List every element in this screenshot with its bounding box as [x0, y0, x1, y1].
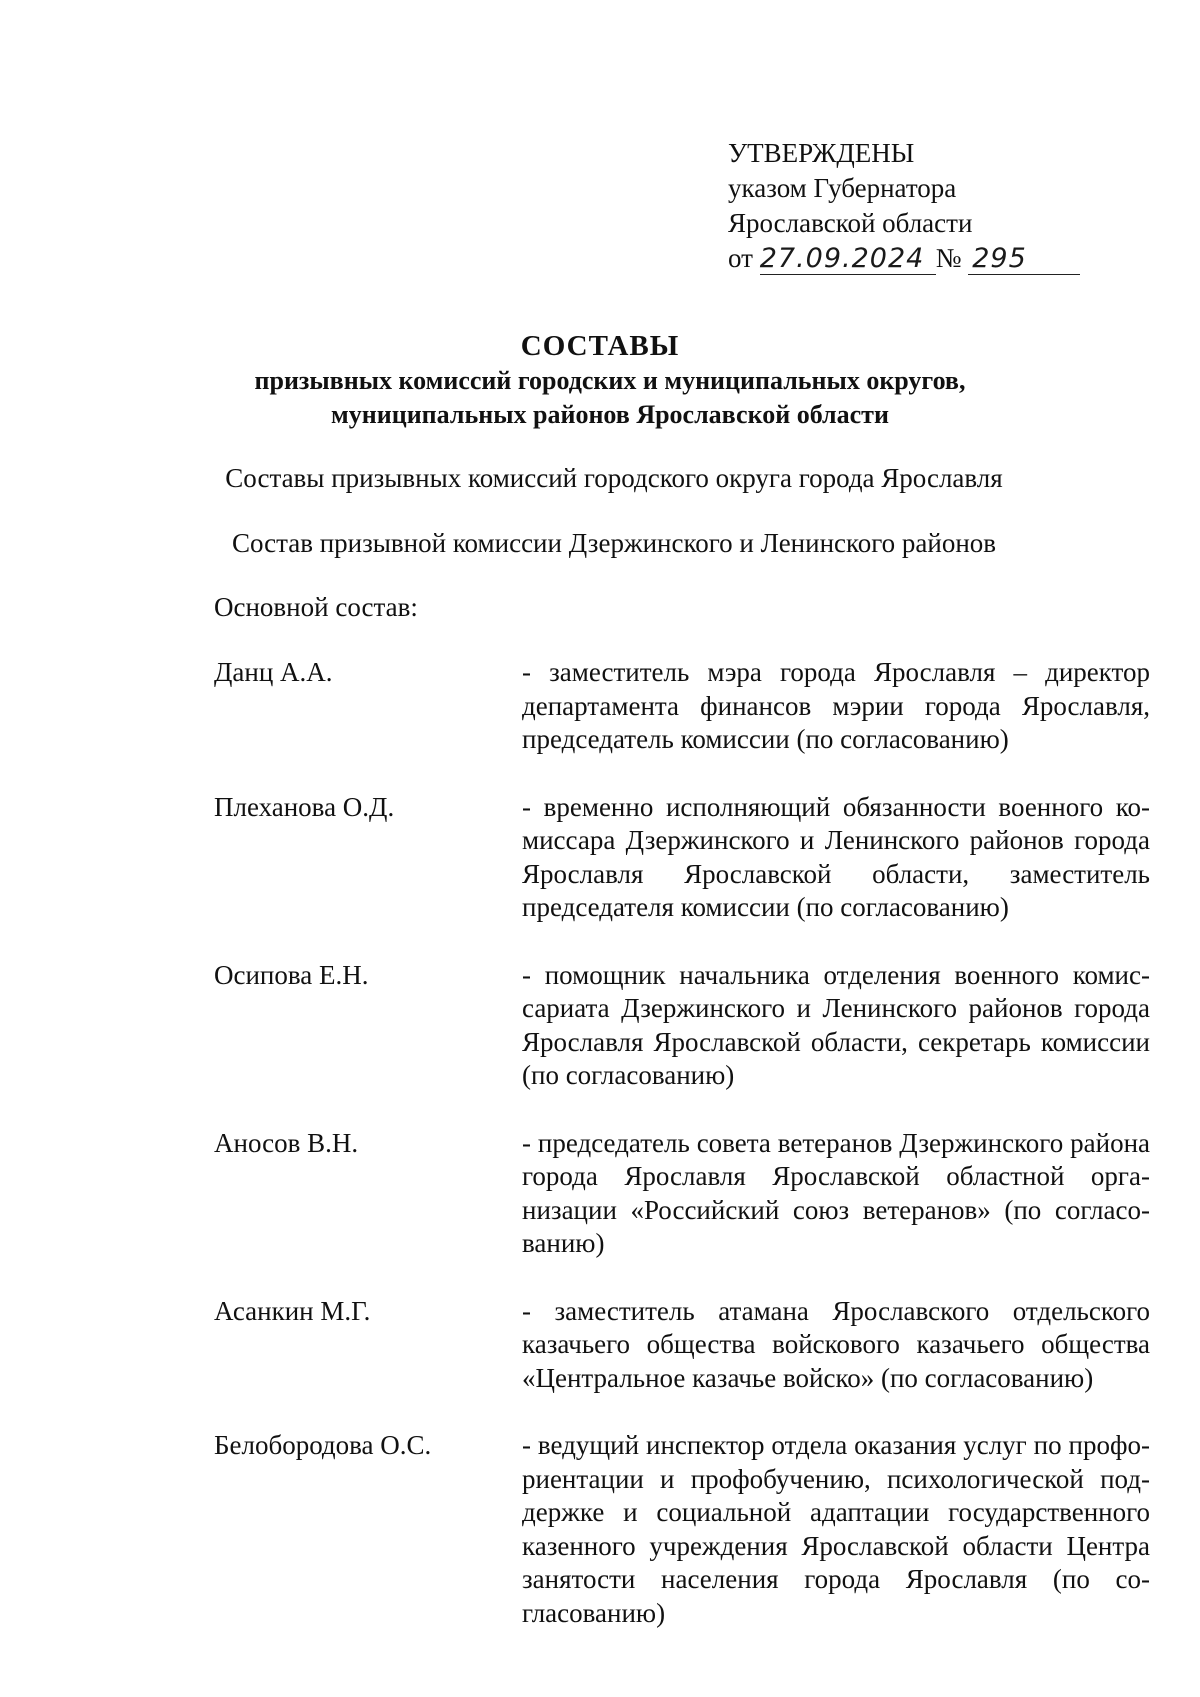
member-role: - ведущий инспектор отдела оказания услуг по профориентации и профобучению, психологической поддержке и социальной адаптации государственного казенного учреждения Ярославской области Центра занятости населения города Ярославля (по согласованию) [522, 1430, 1150, 1628]
member-name: Осипова Е.Н. [214, 959, 369, 990]
member-role: - заместитель мэра города Ярославля – директор департамента финансов мэрии города Ярославля, председатель комиссии (по согласованию) [522, 657, 1150, 754]
member-row [214, 1429, 1150, 1630]
section-heading: Составы призывных комиссий городского округа города Ярославля [225, 463, 1003, 493]
member-row [214, 791, 1150, 925]
commission-heading: Состав призывной комиссии Дзержинского и Ленинского районов [231, 528, 997, 558]
approval-title: УТВЕРЖДЕНЫ [728, 138, 915, 168]
document-subtitle-line1: призывных комиссий городских и муниципальных округов, [254, 366, 966, 395]
document-title: СОСТАВЫ [520, 330, 680, 362]
member-row [214, 1127, 1150, 1261]
approval-region: Ярославской области [728, 208, 973, 238]
member-row [214, 959, 1150, 1093]
document-title-block [0, 328, 1200, 432]
approval-decree: указом Губернатора [728, 173, 957, 203]
approval-number: 295 [972, 243, 1027, 274]
member-role: - заместитель атамана Ярославского отдельского казачьего общества войскового казачьего общества «Центральное казачье войско» (по согласованию) [522, 1295, 1150, 1393]
approval-stamp [728, 136, 1068, 276]
members-list [214, 656, 1150, 1664]
member-role: - временно исполняющий обязанности военного комиссара Дзержинского и Ленинского районов города Ярославля Ярославской области, заместитель председателя комиссии (по согласованию) [522, 791, 1150, 922]
member-name: Асанкин М.Г. [214, 1295, 371, 1326]
member-name: Данц А.А. [214, 657, 333, 687]
member-row [214, 656, 1150, 757]
document-subtitle-line2: муниципальных районов Ярославской области [331, 400, 889, 429]
approval-from-label: от [728, 243, 753, 273]
approval-date-field [760, 243, 936, 275]
composition-label: Основной состав: [214, 592, 418, 622]
approval-number-field [968, 243, 1080, 275]
member-name: Плеханова О.Д. [214, 791, 395, 822]
approval-date-line [728, 241, 1068, 276]
approval-date: 27.09.2024 [759, 243, 925, 274]
member-role: - помощник начальника отделения военного комиссариата Дзержинского и Ленинского районов города Ярославля Ярославской области, секретарь комиссии (по согласованию) [522, 959, 1150, 1090]
member-role: - председатель совета ветеранов Дзержинского района города Ярославля Ярославской областной организации «Российский союз ветеранов» (по согласованию) [522, 1127, 1150, 1258]
member-name: Аносов В.Н. [214, 1127, 359, 1158]
member-name: Белобородова О.С. [214, 1430, 432, 1460]
approval-number-sign: № [935, 243, 962, 273]
member-row [214, 1295, 1150, 1396]
